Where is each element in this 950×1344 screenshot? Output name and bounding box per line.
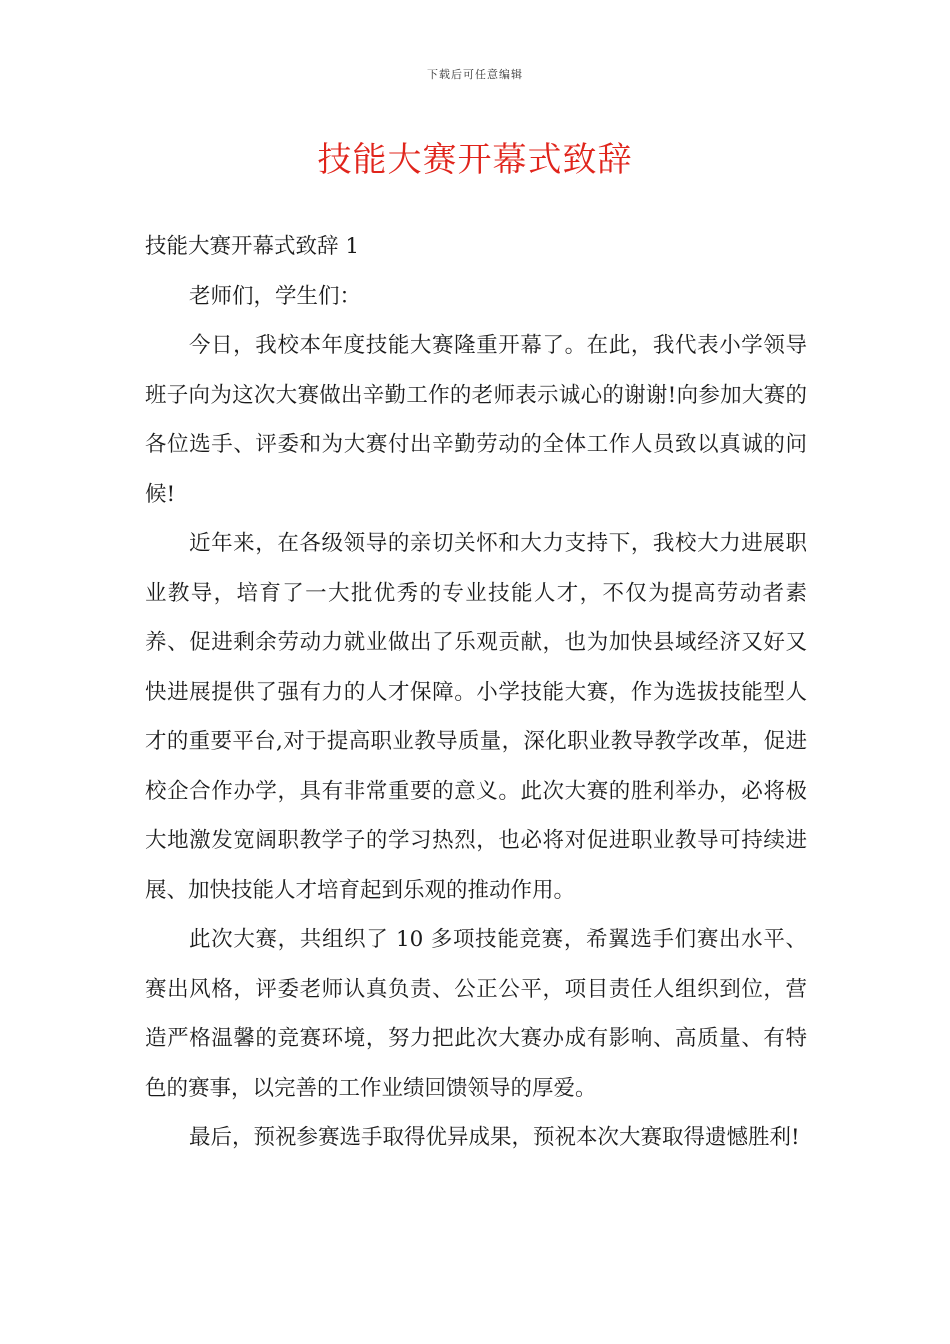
document-body	[145, 222, 807, 1163]
paragraph-closing: 最后，预祝参赛选手取得优异成果，预祝本次大赛取得遗憾胜利!	[189, 1125, 800, 1150]
section-heading: 技能大赛开幕式致辞 1	[145, 234, 360, 259]
document-title: 技能大赛开幕式致辞	[317, 140, 633, 180]
paragraph-expectations: 此次大赛，共组织了 10 多项技能竞赛，希翼选手们赛出水平、赛出风格，评委老师认真负责、公正公平，项目责任人组织到位，营造严格温馨的竞赛环境，努力把此次大赛办成有影响、高质量、有特色的赛事，以完善的工作业绩回馈领导的厚爱。	[145, 927, 807, 1101]
header-note: 下载后可任意编辑	[427, 68, 523, 81]
paragraph-background: 近年来，在各级领导的亲切关怀和大力支持下，我校大力进展职业教导，培育了一大批优秀的专业技能人才，不仅为提高劳动者素养、促进剩余劳动力就业做出了乐观贡献，也为加快县域经济又好又快进展提供了强有力的人才保障。小学技能大赛，作为选拔技能型人才的重要平台,对于提高职业教导质量，深化职业教导教学改革，促进校企合作办学，具有非常重要的意义。此次大赛的胜利举办，必将极大地激发宽阔职教学子的学习热烈，也必将对促进职业教导可持续进展、加快技能人才培育起到乐观的推动作用。	[145, 531, 807, 903]
salutation: 老师们，学生们：	[189, 283, 362, 309]
paragraph-opening: 今日，我校本年度技能大赛隆重开幕了。在此，我代表小学领导班子向为这次大赛做出辛勤工作的老师表示诚心的谢谢!向参加大赛的各位选手、评委和为大赛付出辛勤劳动的全体工作人员致以真诚的问候!	[145, 333, 807, 507]
